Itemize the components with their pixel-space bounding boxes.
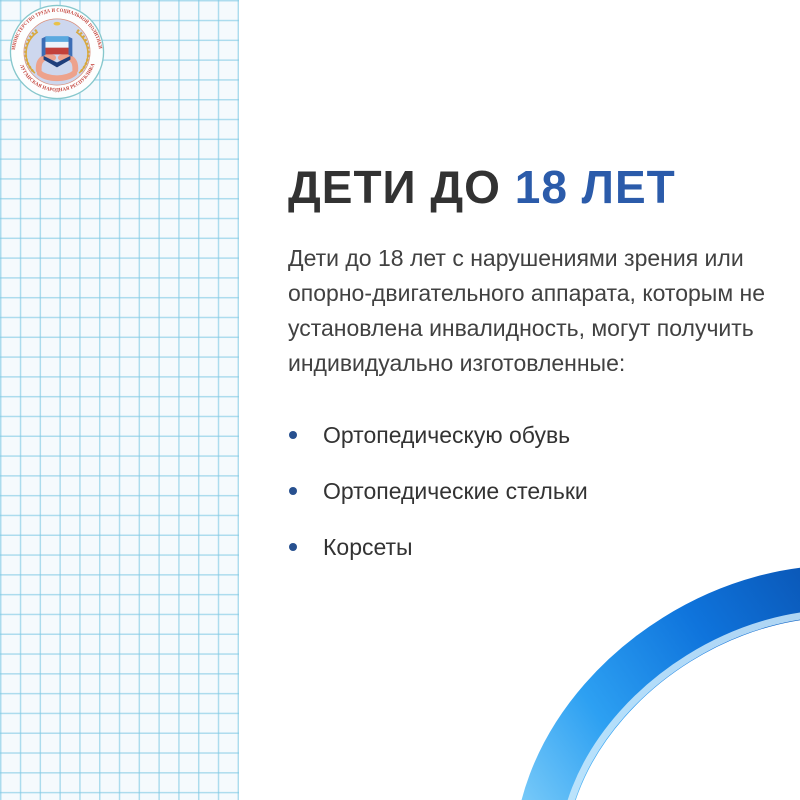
- intro-paragraph: Дети до 18 лет с нарушениями зрения или опорно-двигательного аппарата, которым не установлена инвалидность, могут получить индивидуально изготовленные:: [288, 245, 766, 376]
- bullet-dot-icon: [289, 543, 297, 551]
- bullet-dot-icon: [289, 487, 297, 495]
- bullet-dot-icon: [289, 431, 297, 439]
- page-title: [288, 161, 676, 213]
- benefit-list: [289, 422, 588, 590]
- emblem-top-arc-textpath: МИНИСТЕРСТВО ТРУДА И СОЦИАЛЬНОЙ ПОЛИТИКИ: [10, 7, 104, 51]
- page-title-dark: ДЕТИ ДО: [288, 160, 515, 213]
- page-title-accent: 18 ЛЕТ: [514, 160, 676, 213]
- list-item-label: Корсеты: [323, 534, 413, 560]
- ministry-emblem: [9, 4, 105, 100]
- list-item: [289, 478, 588, 505]
- grid-background: [0, 0, 239, 800]
- list-item-label: Ортопедическую обувь: [323, 422, 571, 448]
- list-item: [289, 422, 588, 449]
- emblem-bottom-arc-textpath: ЛУГАНСКАЯ НАРОДНАЯ РЕСПУБЛИКА: [18, 62, 97, 94]
- list-item: [289, 534, 588, 561]
- emblem-sun-icon: [54, 22, 61, 26]
- list-item-label: Ортопедические стельки: [323, 478, 588, 504]
